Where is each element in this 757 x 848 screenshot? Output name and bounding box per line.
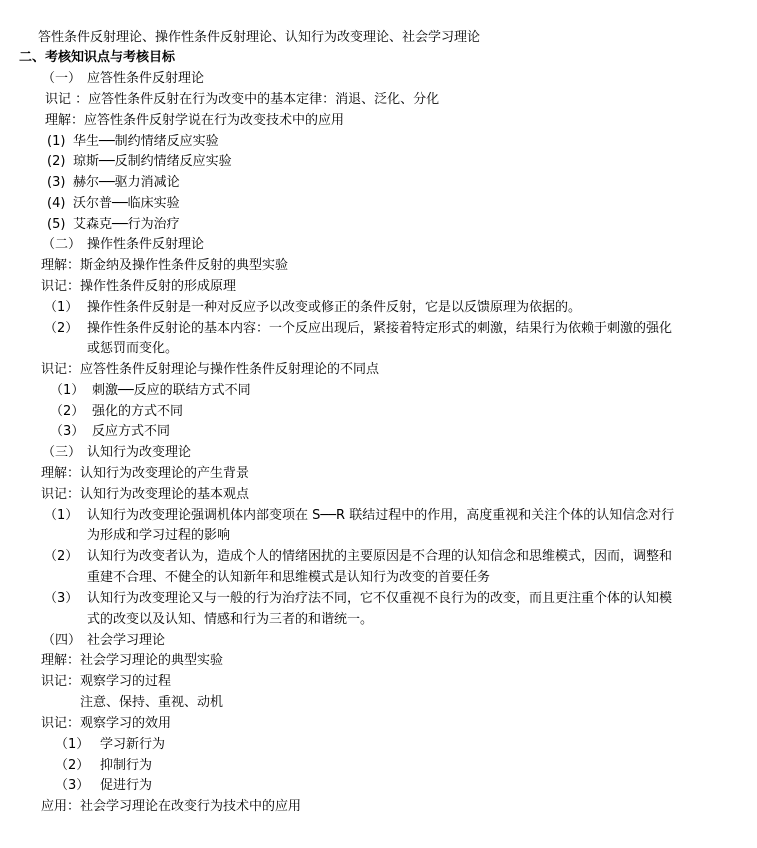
list-item (0, 402, 757, 422)
list-item (0, 381, 757, 401)
list-item-text: 学习新行为 (100, 737, 166, 752)
part4-remember-text: 识记：观察学习的过程 (41, 674, 172, 689)
part4-heading-text: 社会学习理论 (87, 633, 166, 648)
part1-heading-text: 应答性条件反射理论 (87, 71, 205, 86)
list-item-text: 强化的方式不同 (92, 404, 184, 419)
list-item (0, 589, 757, 609)
list-item (0, 194, 757, 214)
list-item-text: 认知行为改变理论又与一般的行为治疗法不同，它不仅重视不良行为的改变，而且更注重个体的认知模 (87, 591, 673, 606)
list-item-num: （1） (55, 737, 90, 752)
part4-heading-num: （四） (42, 633, 82, 648)
list-item-text: 重建不合理、不健全的认知新年和思维模式是认知行为改变的首要任务 (87, 570, 491, 585)
part1-heading (0, 69, 757, 89)
part3-understand (0, 464, 757, 484)
list-item (0, 735, 757, 755)
list-item-text: 或惩罚而变化。 (87, 341, 179, 356)
part4-remember2 (0, 714, 757, 734)
list-item-num: (4) (47, 196, 66, 211)
list-item (0, 298, 757, 318)
list-item (0, 132, 757, 152)
list-item (0, 152, 757, 172)
list-item (0, 547, 757, 567)
list-item-text: 艾森克──行为治疗 (73, 217, 180, 232)
part4-remember2-text: 识记：观察学习的效用 (41, 716, 172, 731)
part4-understand (0, 651, 757, 671)
list-item-num: （1） (44, 300, 79, 315)
list-item-text: 琼斯──反制约情绪反应实验 (73, 154, 232, 169)
list-item-text: 赫尔──驱力消减论 (73, 175, 180, 190)
list-item-text: 式的改变以及认知、情感和行为三者的和谐统一。 (87, 612, 374, 627)
list-item (0, 319, 757, 339)
part4-remember (0, 672, 757, 692)
list-item-continuation (0, 568, 757, 588)
list-item-num: (5) (47, 217, 66, 232)
list-item-text: 操作性条件反射是一种对反应予以改变或修正的条件反射，它是以反馈原理为依据的。 (87, 300, 582, 315)
list-item-text: 刺激──反应的联结方式不同 (92, 383, 251, 398)
list-item-num: （3） (55, 778, 90, 793)
part4-process-text: 注意、保持、重视、动机 (80, 695, 224, 710)
list-item-text: 促进行为 (100, 778, 153, 793)
part2-understand-text: 理解：斯金纳及操作性条件反射的典型实验 (41, 258, 289, 273)
list-item-text: 操作性条件反射论的基本内容：一个反应出现后，紧接着特定形式的刺激，结果行为依赖于刺激的强化 (87, 321, 673, 336)
list-item-text: 为形成和学习过程的影响 (87, 528, 231, 543)
part3-heading-num: （三） (42, 445, 82, 460)
list-item-text: 抑制行为 (100, 758, 153, 773)
list-item (0, 506, 757, 526)
section-heading: 二、考核知识点与考核目标 (19, 50, 176, 65)
list-item-continuation (0, 526, 757, 546)
list-item-num: (3) (47, 175, 66, 190)
list-item-num: (1) (47, 134, 66, 149)
part3-heading (0, 443, 757, 463)
list-item (0, 215, 757, 235)
part4-process (0, 693, 757, 713)
list-item (0, 422, 757, 442)
list-item (0, 173, 757, 193)
intro-text: 答性条件反射理论、操作性条件反射理论、认知行为改变理论、社会学习理论 (38, 30, 481, 45)
list-item-text: 认知行为改变理论强调机体内部变项在 S──R 联结过程中的作用，高度重视和关注个体的认知信念对行 (87, 508, 675, 523)
part1-remember (0, 90, 757, 110)
list-item-num: （1） (50, 383, 85, 398)
part1-remember-text: 识记 ：应答性条件反射在行为改变中的基本定律：消退、泛化、分化 (45, 92, 440, 107)
part2-heading-num: （二） (42, 237, 82, 252)
intro-line (0, 28, 757, 48)
list-item-text: 认知行为改变者认为，造成个人的情绪困扰的主要原因是不合理的认知信念和思维模式，因而，调整和 (87, 549, 673, 564)
list-item (0, 756, 757, 776)
part1-understand (0, 111, 757, 131)
part1-understand-text: 理解：应答性条件反射学说在行为改变技术中的应用 (45, 113, 345, 128)
part2-heading (0, 235, 757, 255)
list-item-continuation (0, 610, 757, 630)
list-item-num: （2） (55, 758, 90, 773)
part1-heading-num: （一） (42, 71, 82, 86)
list-item-text: 反应方式不同 (92, 424, 171, 439)
list-item-num: （2） (44, 321, 79, 336)
part3-heading-text: 认知行为改变理论 (87, 445, 192, 460)
part2-remember-text: 识记：操作性条件反射的形成原理 (41, 279, 237, 294)
list-item-num: （2） (44, 549, 79, 564)
part2-remember2-text: 识记：应答性条件反射理论与操作性条件反射理论的不同点 (41, 362, 380, 377)
list-item (0, 776, 757, 796)
list-item-num: （1） (44, 508, 79, 523)
list-item-continuation (0, 339, 757, 359)
list-item-num: （3） (44, 591, 79, 606)
list-item-num: （2） (50, 404, 85, 419)
section-heading-line (0, 48, 757, 68)
list-item-num: (2) (47, 154, 66, 169)
part2-remember2 (0, 360, 757, 380)
list-item-text: 沃尔普──临床实验 (73, 196, 180, 211)
list-item-text: 华生──制约情绪反应实验 (73, 134, 219, 149)
part2-remember (0, 277, 757, 297)
part3-remember-text: 识记：认知行为改变理论的基本观点 (41, 487, 250, 502)
part2-understand (0, 256, 757, 276)
part4-apply (0, 797, 757, 817)
part4-understand-text: 理解：社会学习理论的典型实验 (41, 653, 224, 668)
part4-apply-text: 应用：社会学习理论在改变行为技术中的应用 (41, 799, 302, 814)
part3-understand-text: 理解：认知行为改变理论的产生背景 (41, 466, 250, 481)
part3-remember (0, 485, 757, 505)
part2-heading-text: 操作性条件反射理论 (87, 237, 205, 252)
list-item-num: （3） (50, 424, 85, 439)
part4-heading (0, 631, 757, 651)
